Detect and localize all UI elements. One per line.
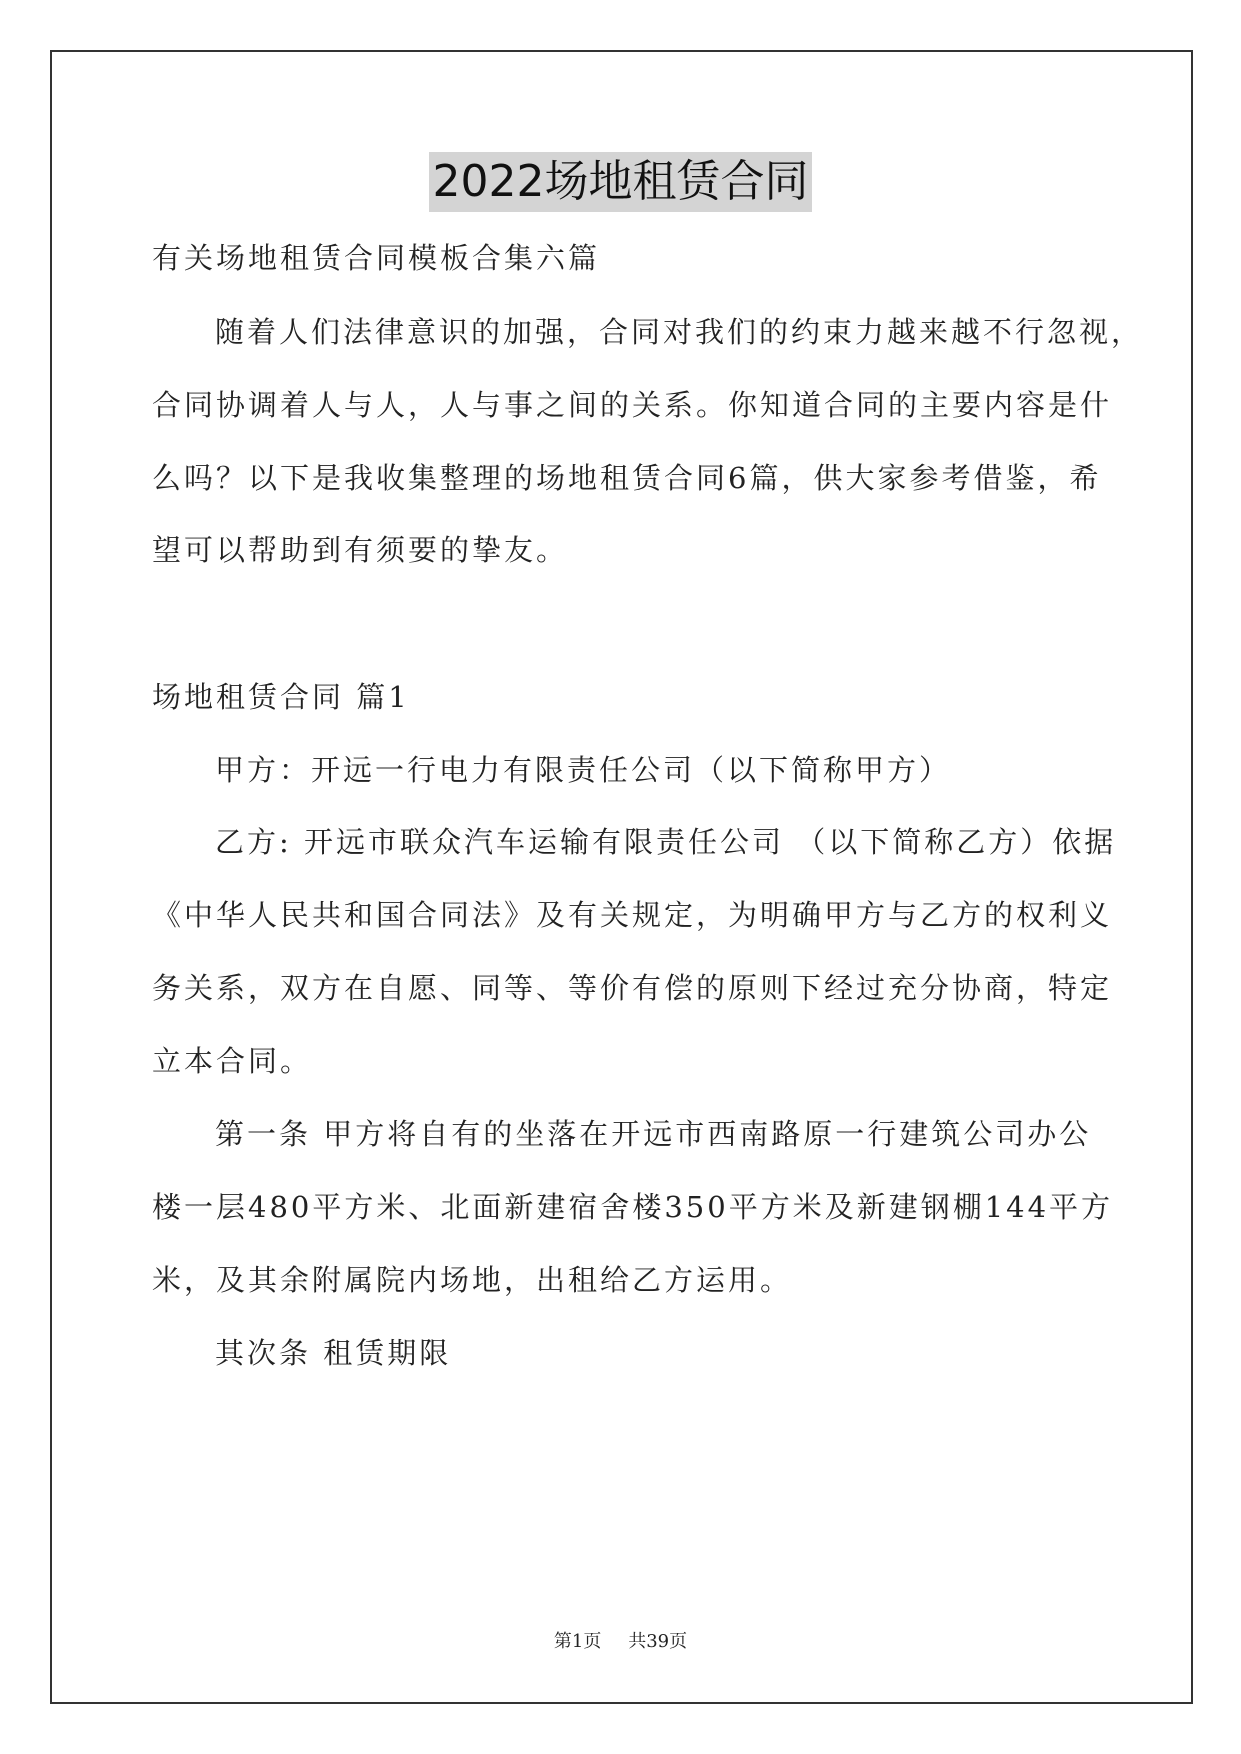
intro-line-1: 随着人们法律意识的加强，合同对我们的约束力越来越不行忽视， [215, 315, 1144, 349]
party-b-line-1: 乙方: 开远市联众汽车运输有限责任公司 （以下简称乙方）依据 [215, 825, 1117, 859]
section-heading: 场地租赁合同 篇1 [152, 680, 410, 714]
party-a-line: 甲方：开远一行电力有限责任公司（以下简称甲方） [215, 753, 952, 787]
document-subtitle: 有关场地租赁合同模板合集六篇 [152, 241, 601, 275]
page-total: 共39页 [628, 1631, 688, 1652]
intro-line-2: 合同协调着人与人，人与事之间的关系。你知道合同的主要内容是什 [152, 388, 1113, 422]
title-container [0, 152, 1241, 212]
intro-line-3: 么吗？以下是我收集整理的场地租赁合同6篇，供大家参考借鉴，希 [152, 461, 1102, 495]
article2-line: 其次条 租赁期限 [215, 1336, 452, 1370]
party-b-line-2: 《中华人民共和国合同法》及有关规定，为明确甲方与乙方的权利义 [152, 898, 1113, 932]
article1-line-2: 楼一层480平方米、北面新建宿舍楼350平方米及新建钢棚144平方 [152, 1190, 1114, 1224]
page-footer [0, 1630, 1241, 1654]
page-number: 第1页 [553, 1631, 602, 1652]
article1-line-3: 米，及其余附属院内场地，出租给乙方运用。 [152, 1263, 793, 1297]
party-b-line-4: 立本合同。 [152, 1044, 313, 1078]
intro-line-4: 望可以帮助到有须要的挚友。 [152, 533, 569, 567]
page-title: 2022场地租赁合同 [429, 152, 813, 212]
article1-line-1: 第一条 甲方将自有的坐落在开远市西南路原一行建筑公司办公 [215, 1117, 1092, 1151]
party-b-line-3: 务关系，双方在自愿、同等、等价有偿的原则下经过充分协商，特定 [152, 971, 1113, 1005]
page-border [50, 50, 1193, 1704]
